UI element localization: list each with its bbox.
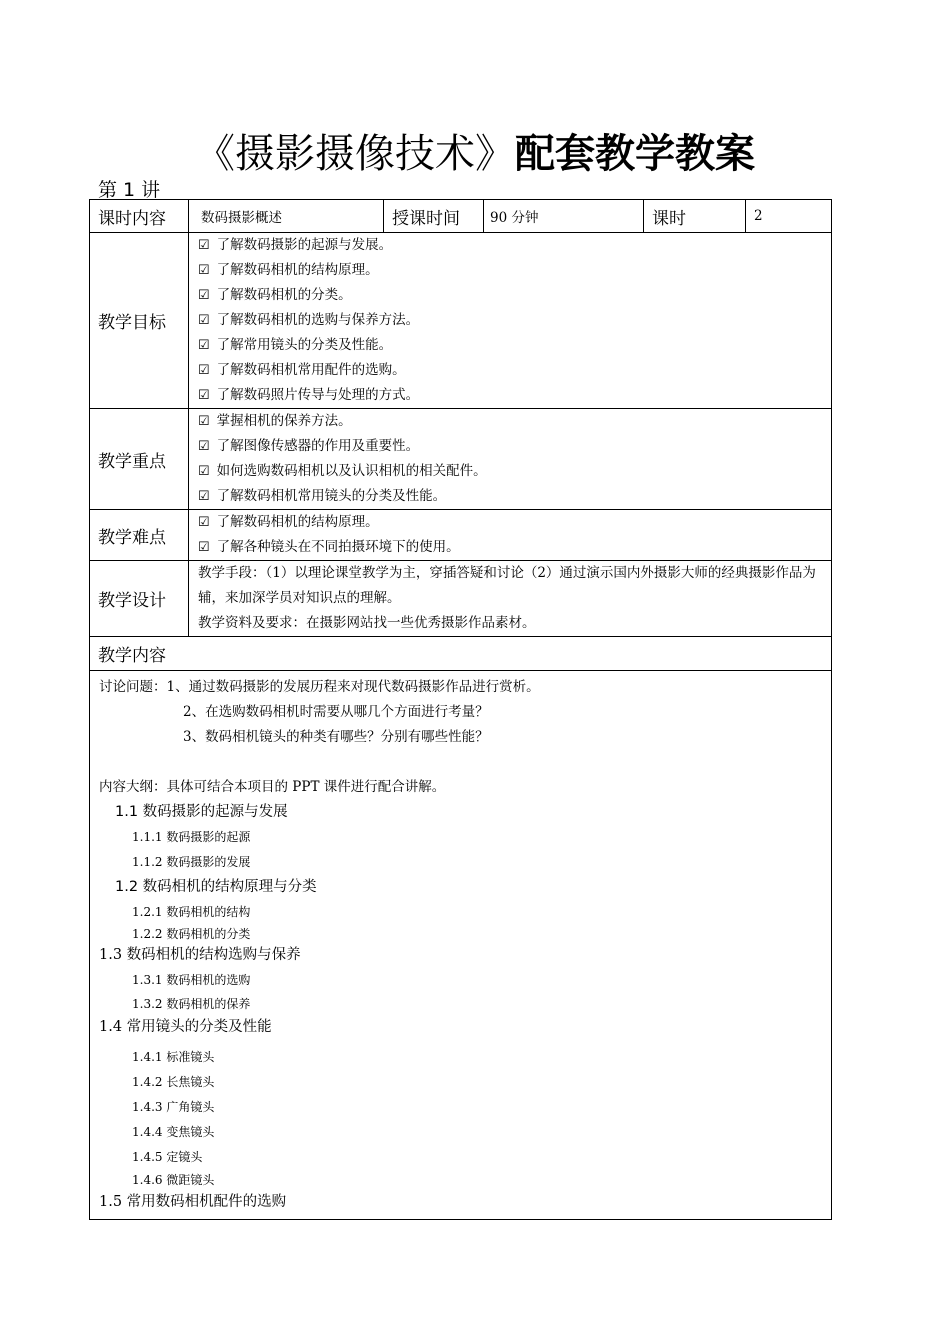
design-methods: 教学手段：（1）以理论课堂教学为主，穿插答疑和讨论（2）通过演示国内外摄影大师的经典摄影作品为辅，来加深学员对知识点的理解。: [198, 565, 816, 606]
checkbox-checked-icon: ☑: [198, 263, 210, 278]
discussion-q3: 3、数码相机镜头的种类有哪些？分别有哪些性能？: [183, 729, 489, 745]
goals-list: [189, 233, 832, 409]
design-row: [90, 561, 832, 637]
outline-section: 1.3 数码相机的结构选购与保养: [99, 947, 301, 963]
design-label: 教学设计: [90, 561, 189, 637]
hours-value: 2: [746, 200, 832, 233]
difficulties-row: [90, 510, 832, 561]
outline-label: 内容大纲：: [99, 779, 167, 795]
title-book-name: 《摄影摄像技术》: [195, 131, 515, 177]
outline-section: 1.4 常用镜头的分类及性能: [99, 1019, 272, 1035]
goal-item: ☑ 了解数码摄影的起源与发展。: [198, 237, 393, 253]
outline-subsection: 1.3.2 数码相机的保养: [132, 997, 251, 1011]
goal-item: ☑ 了解常用镜头的分类及性能。: [198, 337, 393, 353]
discussion-q2: 2、在选购数码相机时需要从哪几个方面进行考量？: [183, 704, 489, 720]
time-label: 授课时间: [384, 200, 484, 233]
outline-subsection: 1.1.2 数码摄影的发展: [132, 855, 251, 869]
outline-subsection: 1.4.4 变焦镜头: [132, 1125, 215, 1139]
outline-section: 1.2 数码相机的结构原理与分类: [115, 879, 317, 895]
goal-item: ☑ 了解数码相机的分类。: [198, 287, 352, 303]
lecture-number: 第 1 讲: [98, 179, 161, 201]
key-point-item: ☑ 掌握相机的保养方法。: [198, 413, 352, 429]
goals-row: [90, 233, 832, 409]
key-points-label: 教学重点: [90, 409, 189, 510]
title-suffix: 配套教学教案: [515, 131, 755, 177]
goal-item: ☑ 了解数码相机的选购与保养方法。: [198, 312, 420, 328]
goal-item: ☑ 了解数码相机常用配件的选购。: [198, 362, 406, 378]
difficulties-label: 教学难点: [90, 510, 189, 561]
checkbox-checked-icon: ☑: [198, 489, 210, 504]
content-header-row: [90, 637, 832, 671]
difficulty-item: ☑ 了解各种镜头在不同拍摄环境下的使用。: [198, 539, 460, 555]
checkbox-checked-icon: ☑: [198, 464, 210, 479]
checkbox-checked-icon: ☑: [198, 363, 210, 378]
outline-subsection: 1.4.6 微距镜头: [132, 1173, 215, 1187]
hours-label: 课时: [644, 200, 746, 233]
content-value: 数码摄影概述: [189, 200, 384, 233]
design-materials: 教学资料及要求：在摄影网站找一些优秀摄影作品素材。: [198, 615, 536, 631]
spacer: [99, 750, 831, 775]
key-point-item: ☑ 了解数码相机常用镜头的分类及性能。: [198, 488, 447, 504]
outline-subsection: 1.4.1 标准镜头: [132, 1050, 215, 1064]
document-title: [0, 122, 950, 179]
checkbox-checked-icon: ☑: [198, 414, 210, 429]
design-text: [189, 561, 832, 637]
goal-item: ☑ 了解数码相机的结构原理。: [198, 262, 379, 278]
discussion-label: 讨论问题：: [99, 679, 167, 695]
content-header: 教学内容: [90, 637, 832, 671]
content-label: 课时内容: [90, 200, 189, 233]
checkbox-checked-icon: ☑: [198, 338, 210, 353]
checkbox-checked-icon: ☑: [198, 238, 210, 253]
outline-subsection: 1.1.1 数码摄影的起源: [132, 830, 251, 844]
outline-subsection: 1.4.2 长焦镜头: [132, 1075, 215, 1089]
checkbox-checked-icon: ☑: [198, 288, 210, 303]
difficulty-item: ☑ 了解数码相机的结构原理。: [198, 514, 379, 530]
content-body: [90, 671, 832, 1220]
goals-label: 教学目标: [90, 233, 189, 409]
lesson-plan-table: [89, 199, 832, 1220]
key-points-row: [90, 409, 832, 510]
checkbox-checked-icon: ☑: [198, 313, 210, 328]
difficulties-list: [189, 510, 832, 561]
header-row: [90, 200, 832, 233]
outline-subsection: 1.2.1 数码相机的结构: [132, 905, 251, 919]
outline-intro: 内容大纲：具体可结合本项目的 PPT 课件进行配合讲解。: [99, 779, 446, 795]
outline-subsection: 1.2.2 数码相机的分类: [132, 927, 251, 941]
key-points-list: [189, 409, 832, 510]
key-point-item: ☑ 了解图像传感器的作用及重要性。: [198, 438, 420, 454]
checkbox-checked-icon: ☑: [198, 439, 210, 454]
outline-section: 1.1 数码摄影的起源与发展: [115, 804, 288, 820]
checkbox-checked-icon: ☑: [198, 515, 210, 530]
outline-subsection: 1.4.3 广角镜头: [132, 1100, 215, 1114]
goal-item: ☑ 了解数码照片传导与处理的方式。: [198, 387, 420, 403]
discussion-q1: 讨论问题：1、通过数码摄影的发展历程来对现代数码摄影作品进行赏析。: [99, 679, 540, 695]
checkbox-checked-icon: ☑: [198, 540, 210, 555]
key-point-item: ☑ 如何选购数码相机以及认识相机的相关配件。: [198, 463, 487, 479]
outline-subsection: 1.3.1 数码相机的选购: [132, 973, 251, 987]
outline-subsection: 1.4.5 定镜头: [132, 1150, 203, 1164]
content-body-row: [90, 671, 832, 1220]
time-value: 90 分钟: [484, 200, 644, 233]
outline-section: 1.5 常用数码相机配件的选购: [99, 1194, 287, 1210]
checkbox-checked-icon: ☑: [198, 388, 210, 403]
